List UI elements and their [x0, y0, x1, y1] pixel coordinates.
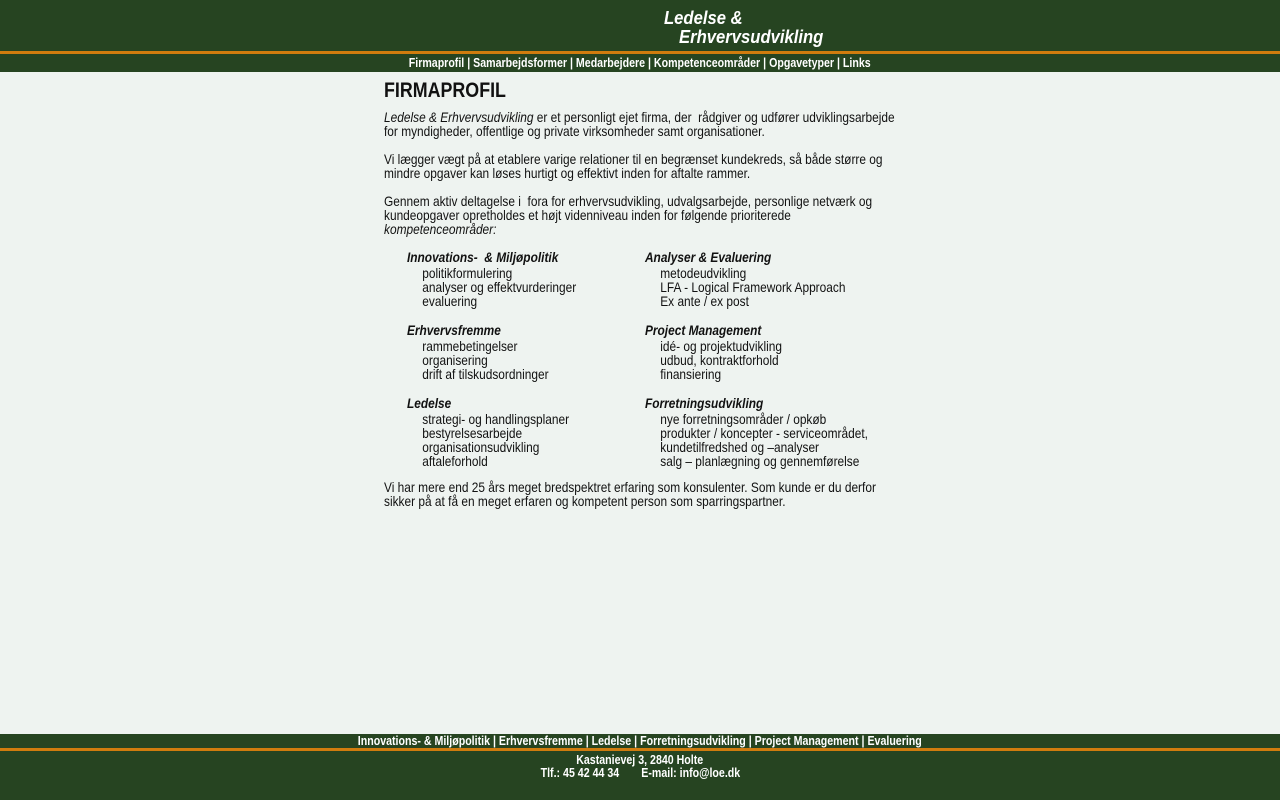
page-footer: [0, 751, 1280, 800]
main-navigation: [0, 54, 1280, 72]
section-heading: Erhvervsfremme: [406, 322, 501, 338]
competence-section-erhvervsfremme: [407, 323, 645, 381]
intro-paragraph: [384, 110, 896, 138]
footer-nav-item-ledelse[interactable]: Ledelse: [591, 734, 632, 748]
nav-separator: |: [567, 56, 577, 70]
competence-section-project-management: [645, 323, 896, 381]
section-item: aftaleforhold: [422, 453, 488, 469]
kompetence-emphasis: kompetenceområder:: [384, 221, 497, 237]
footer-phone: Tlf.: 45 42 44 34: [540, 765, 619, 780]
footer-contact-line: [0, 767, 1280, 780]
competence-columns: [407, 250, 896, 468]
company-name-emphasis: Ledelse & Erhvervsudvikling: [384, 109, 534, 125]
footer-contact: [540, 767, 740, 780]
section-item: finansiering: [660, 366, 722, 382]
competence-column-left: [407, 250, 645, 468]
section-item: nye forretningsområder / opkøb: [660, 411, 827, 427]
footer-navigation: [0, 734, 1280, 748]
section-item: LFA - Logical Framework Approach: [660, 279, 846, 295]
closing-paragraph: Vi har mere end 25 års meget bredspektret erfaring som konsulenter. Som kunde er du derfor sikker på at få en meget erfaren og kompetent person som sparringspartner.: [384, 479, 880, 509]
nav-item-medarbejdere[interactable]: Medarbejdere: [576, 56, 646, 70]
section-item: analyser og effektvurderinger: [422, 279, 577, 295]
nav-separator: |: [490, 734, 500, 748]
footer-nav-item-erhvervsfremme[interactable]: Erhvervsfremme: [499, 734, 583, 748]
company-logo: [664, 8, 839, 46]
section-item: Ex ante / ex post: [660, 293, 749, 309]
intro-text: er et personligt ejet firma, der rådgiver og udfører udviklingsarbejde for myndigheder, offentlige og private virksomheder samt organisationer.: [384, 109, 898, 139]
section-item: bestyrelsesarbejde: [422, 425, 523, 441]
competence-column-right: [645, 250, 896, 468]
section-item: idé- og projektudvikling: [660, 338, 782, 354]
page-title: FIRMAPROFIL: [384, 79, 506, 102]
logo-line-2: Erhvervsudvikling: [679, 26, 824, 47]
nav-item-links[interactable]: Links: [843, 56, 871, 70]
nav-item-opgavetyper[interactable]: Opgavetyper: [769, 56, 835, 70]
main-navigation-items: [409, 54, 871, 72]
section-item: metodeudvikling: [660, 265, 747, 281]
competence-section-innovations-milj-politik: [407, 250, 645, 308]
nav-separator: |: [745, 734, 755, 748]
section-item: kundetilfredshed og –analyser: [660, 439, 820, 455]
paragraph-networks: [384, 194, 896, 236]
footer-email-link[interactable]: E-mail: info@loe.dk: [640, 765, 740, 780]
competence-section-analyser-evaluering: [645, 250, 896, 308]
footer-nav-item-innovations-milj-politik[interactable]: Innovations- & Miljøpolitik: [357, 734, 491, 748]
section-heading: Analyser & Evaluering: [644, 249, 772, 265]
section-item: udbud, kontraktforhold: [660, 352, 779, 368]
section-item: drift af tilskudsordninger: [422, 366, 549, 382]
section-item: rammebetingelser: [422, 338, 518, 354]
section-item: organisering: [422, 352, 488, 368]
nav-item-kompetenceomr-der[interactable]: Kompetenceområder: [654, 56, 761, 70]
page-header: [0, 0, 1280, 51]
content-area: [0, 72, 1280, 734]
footer-nav-item-forretningsudvikling[interactable]: Forretningsudvikling: [640, 734, 746, 748]
logo-line-1: Ledelse &: [664, 7, 743, 28]
nav-separator: |: [858, 734, 868, 748]
section-item: organisationsudvikling: [422, 439, 540, 455]
paragraph-relations: Vi lægger vægt på at etablere varige relationer til en begrænset kundekreds, så både større og mindre opgaver kan løses hurtigt og effektivt inden for aftalte rammer.: [384, 151, 886, 181]
footer-nav-item-project-management[interactable]: Project Management: [754, 734, 859, 748]
nav-separator: |: [582, 734, 592, 748]
section-heading: Forretningsudvikling: [644, 395, 764, 411]
section-item: salg – planlægning og gennemførelse: [660, 453, 860, 469]
section-item: produkter / koncepter - serviceområdet,: [660, 425, 868, 441]
nav-separator: |: [631, 734, 641, 748]
footer-address: Kastanievej 3, 2840 Holte: [576, 753, 704, 767]
section-heading: Innovations- & Miljøpolitik: [406, 249, 559, 265]
nav-separator: |: [645, 56, 655, 70]
nav-separator: |: [760, 56, 770, 70]
nav-separator: |: [464, 56, 474, 70]
section-heading: Project Management: [644, 322, 762, 338]
competence-section-ledelse: [407, 396, 645, 468]
footer-nav-item-evaluering[interactable]: Evaluering: [867, 734, 923, 748]
nav-separator: |: [834, 56, 844, 70]
paragraph-networks-text: Gennem aktiv deltagelse i fora for erhvervsudvikling, udvalgsarbejde, personlige netværk og kundeopgaver opretholdes et højt videnniveau inden for følgende prioriterede: [384, 193, 876, 223]
section-item: strategi- og handlingsplaner: [422, 411, 570, 427]
firmaprofil-content: [384, 72, 896, 508]
section-item: politikformulering: [422, 265, 513, 281]
section-item: evaluering: [422, 293, 478, 309]
nav-item-firmaprofil[interactable]: Firmaprofil: [409, 56, 465, 70]
nav-item-samarbejdsformer[interactable]: Samarbejdsformer: [473, 56, 568, 70]
footer-navigation-items: [358, 734, 922, 748]
section-heading: Ledelse: [406, 395, 452, 411]
competence-section-forretningsudvikling: [645, 396, 896, 468]
